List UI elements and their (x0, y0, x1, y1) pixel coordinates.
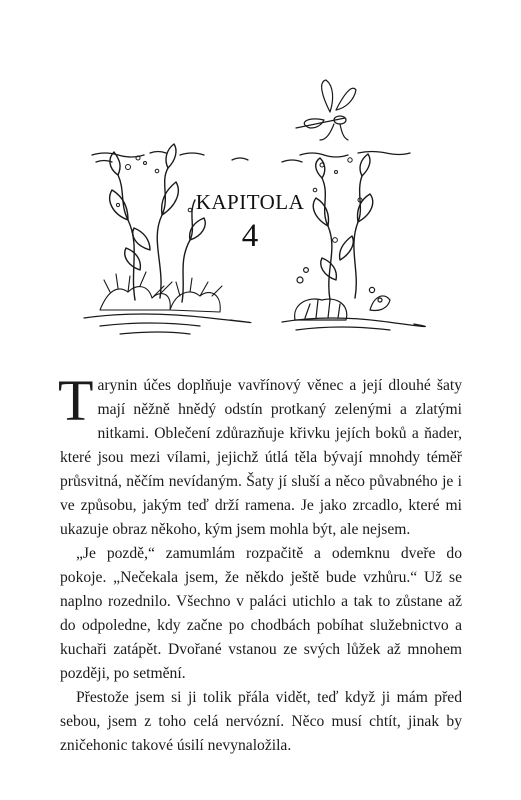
chapter-illustration (0, 0, 521, 350)
paragraph-2: „Je pozdě,“ zamumlám rozpačitě a odemknu dveře do pokoje. „Nečekala jsem, že někdo ještě bude vzhůru.“ Už se naplno rozednilo. Všechno v paláci utichlo a tak to zůstane až do odpoledne, kdy začne po chodbách pobíhat služebnictvo a kuchaři zatápět. Dvořané vstanou ze svých lůžek až mnohem později, po setmění. (60, 545, 462, 682)
chapter-number: 4 (241, 218, 259, 254)
right-shell (295, 268, 390, 320)
dragonfly (296, 80, 356, 140)
drop-cap: T (58, 368, 94, 433)
chapter-label: KAPITOLA (195, 190, 305, 214)
right-seaweed (313, 154, 372, 300)
paragraph-1-text: arynin účes doplňuje vavřínový věnec a její dlouhé šaty mají něžně hnědý odstín protkaný zelenými a zlatými nitkami. Oblečení zdůrazňuje křivku jejích boků a ňader, které jsou mezi vílami, jejichž útlá těla bývají mnohdy téměř průsvitná, něčím nevídaným. Šaty jí sluší a něco půvabného je i ve způsobu, jakým teď drží ramena. Je jako zrcadlo, které mi ukazuje obraz někoho, kým jsem mohla být, ale nejsem. (60, 377, 462, 538)
paragraph-1 (58, 368, 462, 542)
body-text (58, 368, 462, 758)
left-seabed (84, 314, 251, 334)
paragraph-3: Přestože jsem si ji tolik přála vidět, teď když ji mám před sebou, jsem z toho celá nervózní. Něco musí chtít, jinak by zničehonic takové úsilí nevynaložila. (60, 689, 462, 754)
right-seabed (282, 318, 425, 330)
